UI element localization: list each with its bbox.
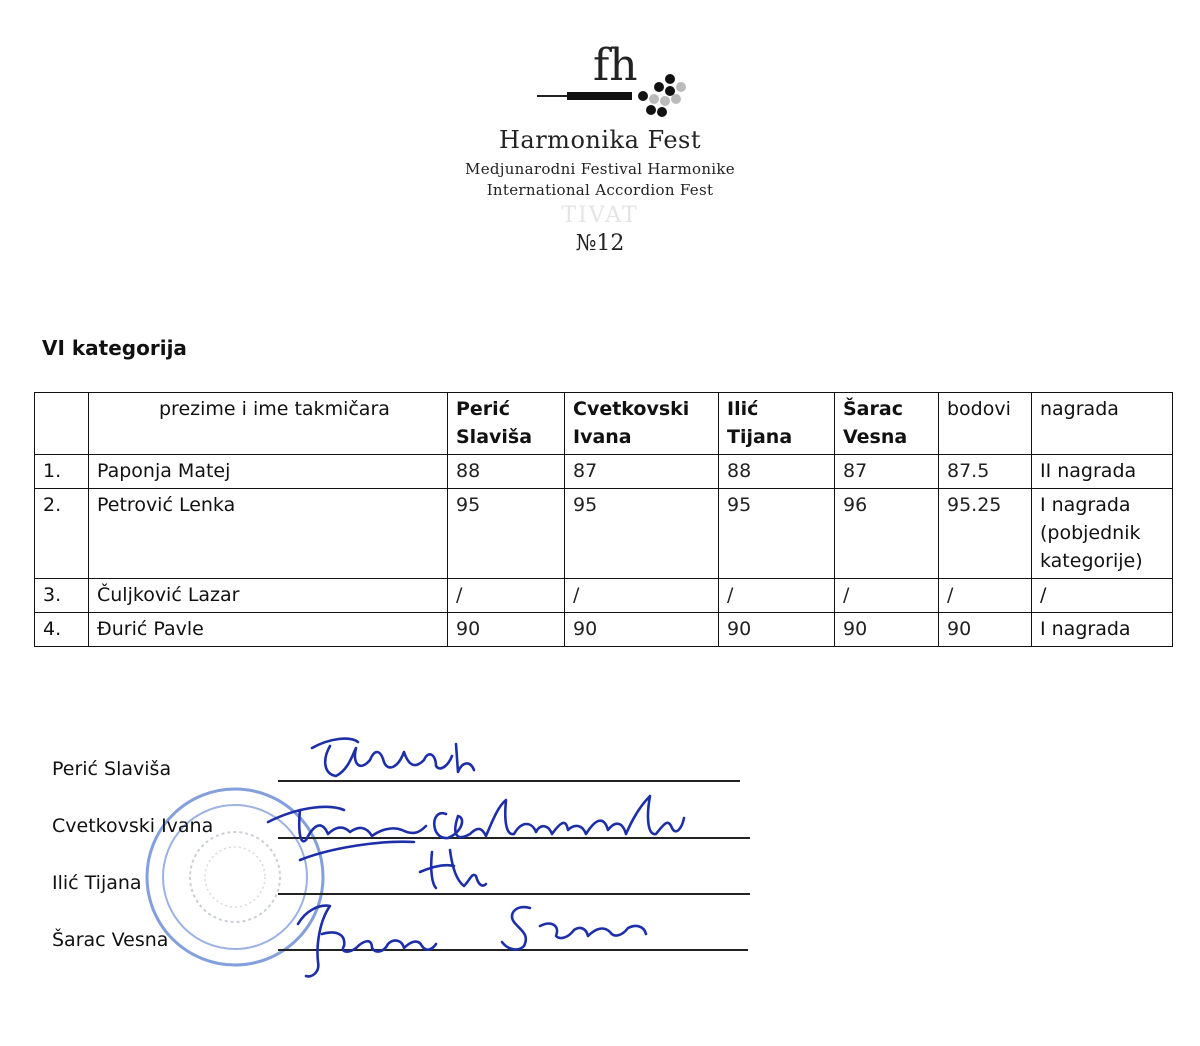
points-cell: 95.25: [939, 489, 1032, 579]
header-points: bodovi: [939, 393, 1032, 455]
score-cell: /: [565, 579, 719, 613]
festival-subtitle-local: Medjunarodni Festival Harmonike: [465, 160, 735, 178]
rank-cell: 2.: [35, 489, 89, 579]
score-cell: 95: [448, 489, 565, 579]
signatory-name: Šarac Vesna: [52, 929, 169, 951]
competitor-name-cell: Đurić Pavle: [89, 613, 448, 647]
signature-ilic: [420, 850, 486, 888]
score-cell: 96: [835, 489, 939, 579]
signatory-name: Perić Slaviša: [52, 758, 172, 780]
header-award: nagrada: [1032, 393, 1173, 455]
score-cell: /: [719, 579, 835, 613]
judge-firstname: Tijana: [727, 426, 793, 448]
festival-subtitle-english: International Accordion Fest: [486, 181, 714, 199]
score-cell: 90: [719, 613, 835, 647]
score-cell: 90: [835, 613, 939, 647]
judge-firstname: Vesna: [843, 426, 908, 448]
signatory-name: Ilić Tijana: [52, 872, 142, 894]
rank-cell: 4.: [35, 613, 89, 647]
signature-sarac: [298, 906, 646, 977]
points-cell: /: [939, 579, 1032, 613]
rank-cell: 1.: [35, 455, 89, 489]
score-cell: 87: [565, 455, 719, 489]
points-cell: 90: [939, 613, 1032, 647]
award-line: II nagrada: [1040, 460, 1137, 482]
signature-cvetkovski: [268, 796, 684, 860]
header-competitor-name: prezime i ime takmičara: [89, 393, 448, 455]
score-cell: 90: [448, 613, 565, 647]
award-line: /: [1040, 584, 1047, 606]
judge-surname: Perić: [456, 398, 510, 420]
score-cell: 95: [719, 489, 835, 579]
signature-peric: [312, 739, 474, 776]
score-cell: 95: [565, 489, 719, 579]
judge-firstname: Slaviša: [456, 426, 533, 448]
judge-firstname: Ivana: [573, 426, 632, 448]
score-cell: 88: [448, 455, 565, 489]
points-cell: 87.5: [939, 455, 1032, 489]
festival-edition: №12: [575, 231, 625, 256]
award-line: I nagrada: [1040, 618, 1131, 640]
signatory-name: Cvetkovski Ivana: [52, 815, 214, 837]
competitor-name-cell: Petrović Lenka: [89, 489, 448, 579]
award-line: I nagrada: [1040, 494, 1131, 516]
judge-surname: Šarac: [843, 398, 903, 420]
award-line: kategorije): [1040, 550, 1143, 572]
competitor-name-cell: Čuljković Lazar: [89, 579, 448, 613]
competitor-name-cell: Paponja Matej: [89, 455, 448, 489]
judge-surname: Ilić: [727, 398, 759, 420]
award-line: (pobjednik: [1040, 522, 1141, 544]
logo-monogram: fh: [593, 40, 638, 91]
score-cell: 88: [719, 455, 835, 489]
category-title: VI kategorija: [42, 336, 187, 360]
rank-cell: 3.: [35, 579, 89, 613]
score-cell: /: [835, 579, 939, 613]
score-cell: 90: [565, 613, 719, 647]
judge-surname: Cvetkovski: [573, 398, 690, 420]
score-cell: 87: [835, 455, 939, 489]
score-cell: /: [448, 579, 565, 613]
festival-city: TIVAT: [561, 203, 639, 228]
festival-title: Harmonika Fest: [498, 126, 702, 154]
